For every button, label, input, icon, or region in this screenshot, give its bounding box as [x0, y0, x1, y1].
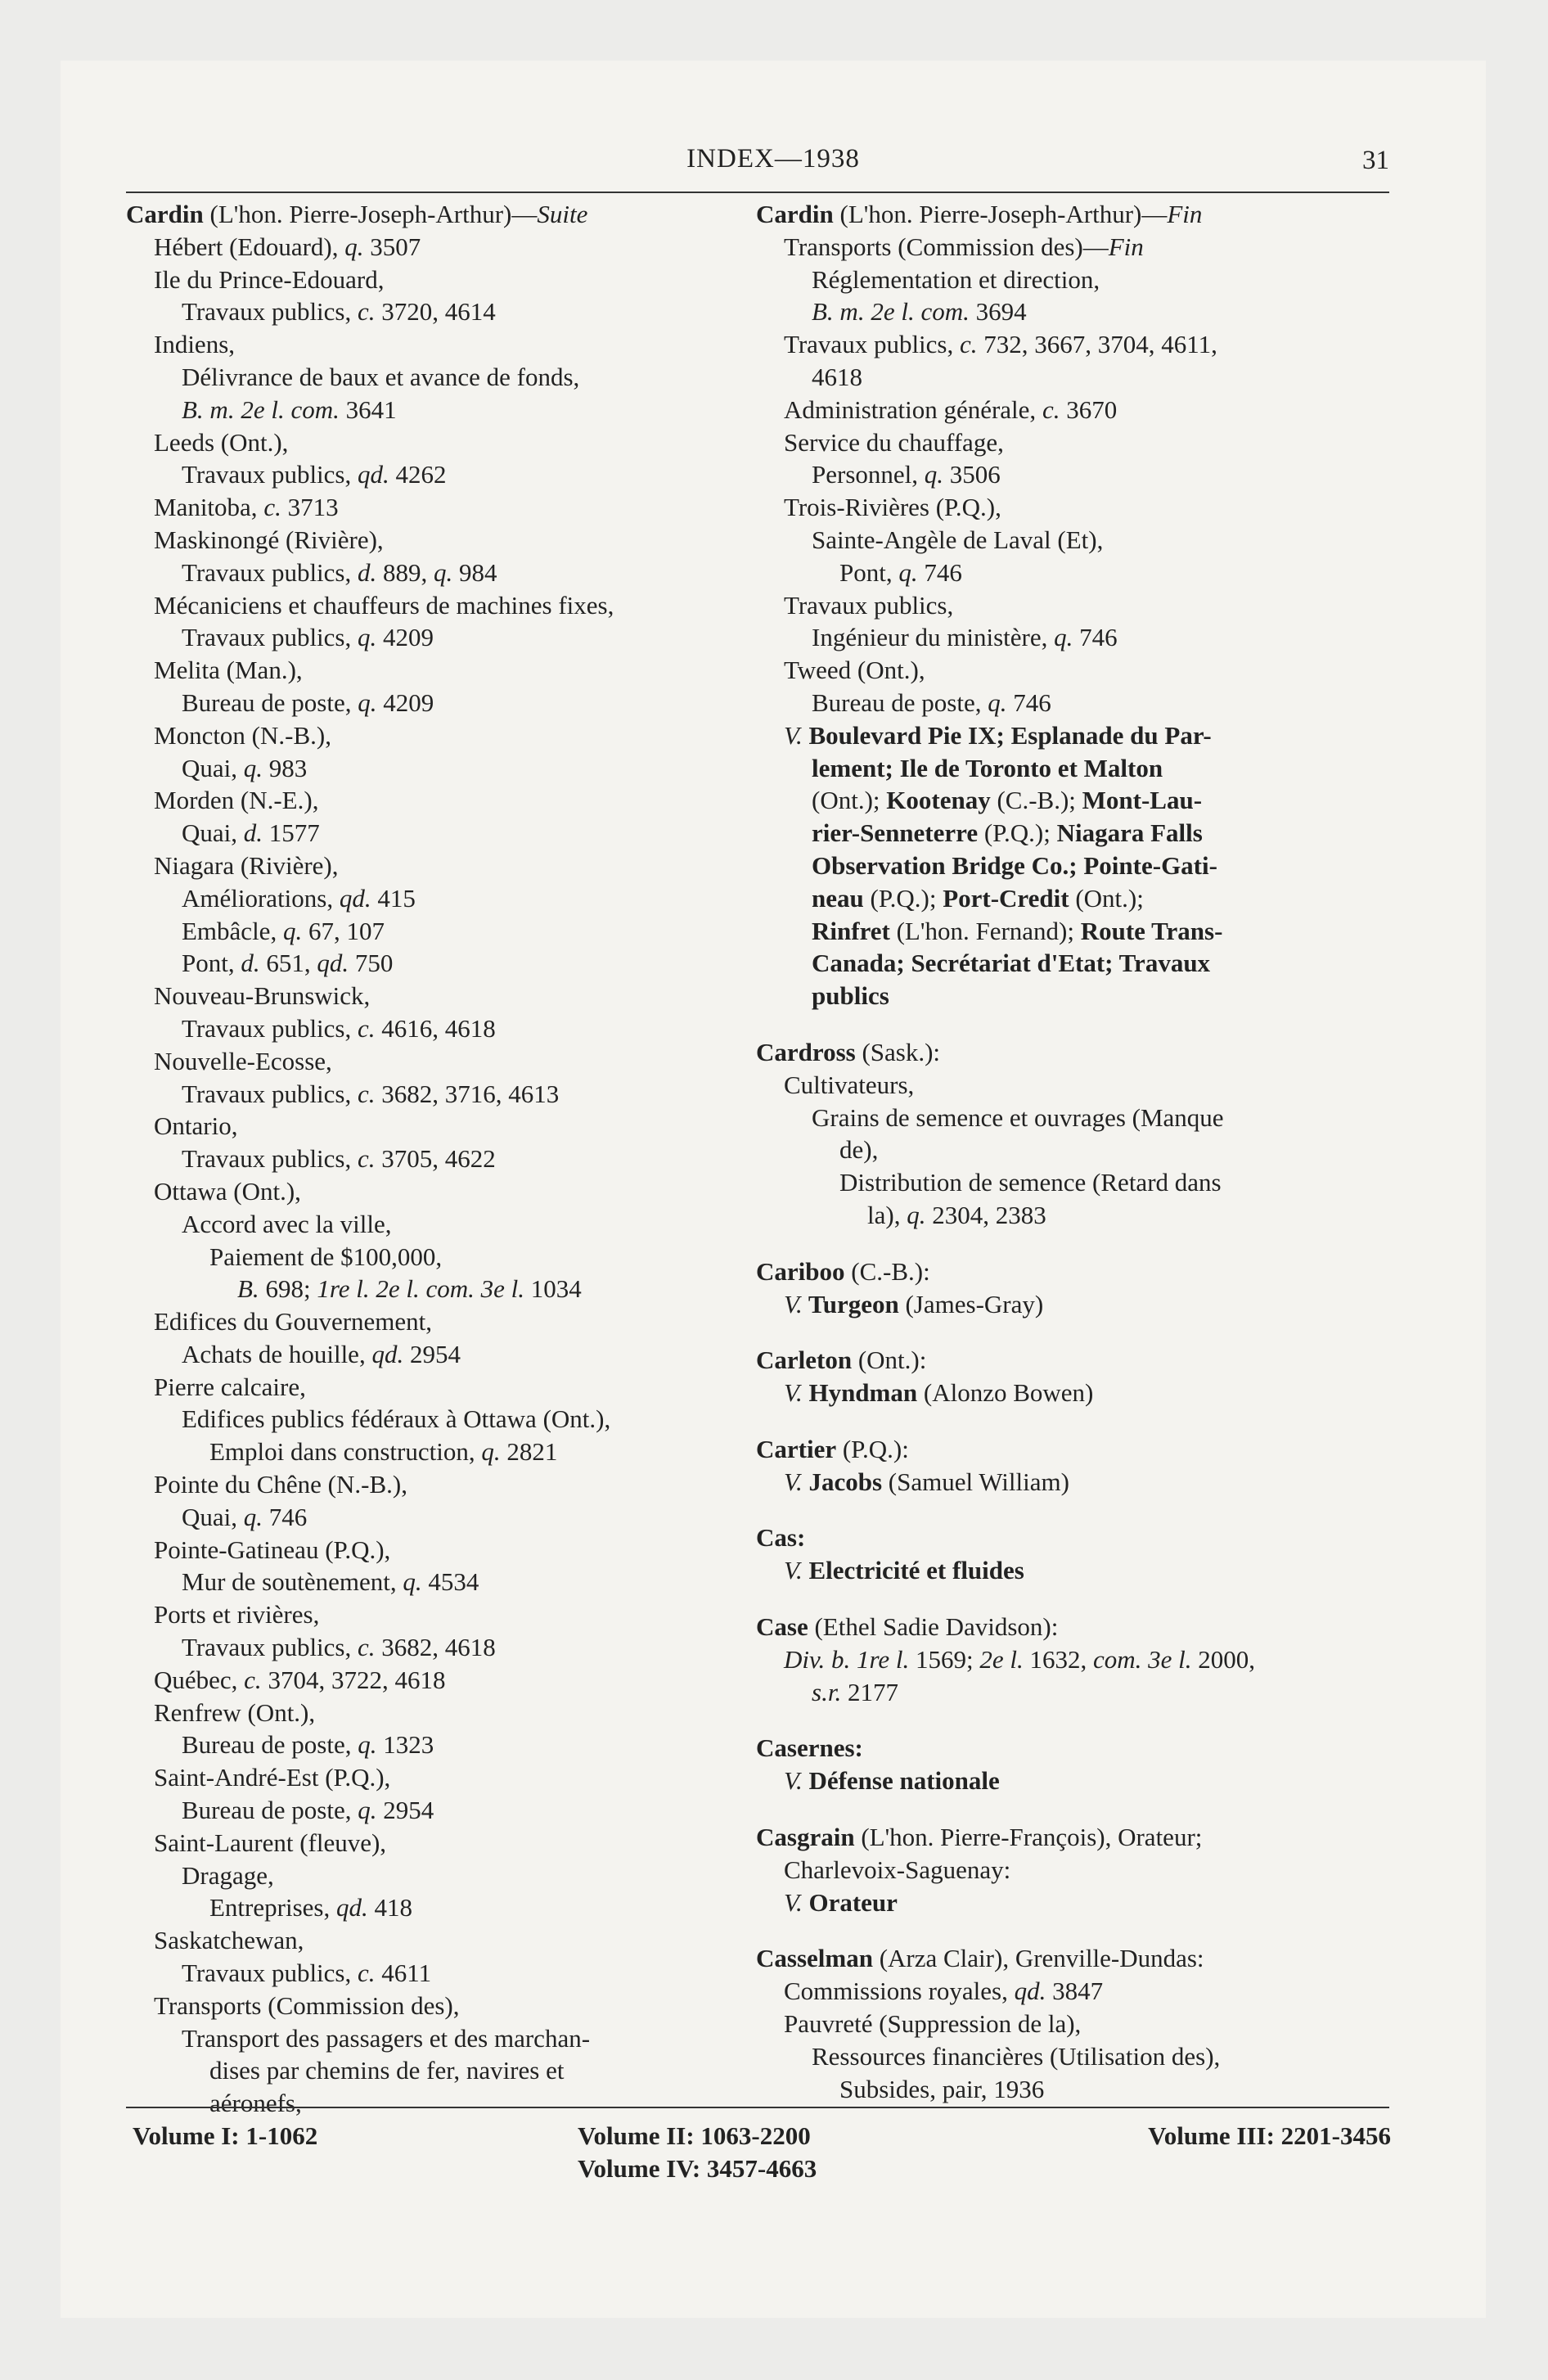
entry-gap [756, 1232, 1419, 1255]
sub-entry: Bureau de poste, q. 4209 [182, 687, 434, 717]
sub-entry: Travaux publics, q. 4209 [182, 623, 434, 652]
cross-reference: V. Jacobs (Samuel William) [784, 1467, 1069, 1496]
sub-entry: Nouveau-Brunswick, [154, 981, 371, 1011]
entry-gap [756, 1708, 1419, 1732]
sub-entry: Tweed (Ont.), [784, 656, 925, 685]
volume-range-4: Volume IV: 3457-4663 [578, 2154, 817, 2183]
cross-reference: neau (P.Q.); Port-Credit (Ont.); [812, 883, 1144, 913]
sub-entry: Travaux publics, c. 3682, 4618 [182, 1633, 496, 1662]
sub-entry: Bureau de poste, q. 1323 [182, 1730, 434, 1760]
entry-gap [756, 1498, 1419, 1521]
sub-entry: Saint-André-Est (P.Q.), [154, 1763, 391, 1792]
sub-entry: Manitoba, c. 3713 [154, 493, 339, 522]
volume-range-2: Volume II: 1063-2200 [578, 2121, 811, 2150]
sub-entry: Pointe du Chêne (N.-B.), [154, 1470, 407, 1499]
sub-entry: Sainte-Angèle de Laval (Et), [812, 525, 1104, 554]
sub-entry: de), [839, 1135, 879, 1165]
sub-entry: Améliorations, qd. 415 [182, 883, 416, 913]
sub-entry: Saint-Laurent (fleuve), [154, 1828, 387, 1857]
sub-entry: Bureau de poste, q. 2954 [182, 1796, 434, 1825]
sub-entry: Niagara (Rivière), [154, 850, 339, 880]
sub-entry: Trois-Rivières (P.Q.), [784, 493, 1001, 522]
sub-entry: Transports (Commission des), [154, 1990, 460, 2020]
volume-range-3: Volume III: 2201-3456 [1148, 2121, 1391, 2150]
index-entry: Cartier (P.Q.): [756, 1434, 909, 1463]
cross-reference: V. Défense nationale [784, 1766, 1000, 1796]
sub-entry: Entreprises, qd. 418 [209, 1893, 412, 1922]
sub-entry: aéronefs, [209, 2089, 302, 2118]
cross-reference: V. Hyndman (Alonzo Bowen) [784, 1378, 1094, 1408]
sub-entry: Bureau de poste, q. 746 [812, 687, 1051, 717]
sub-entry: Ports et rivières, [154, 1600, 320, 1629]
index-entry: Casselman (Arza Clair), Grenville-Dundas: [756, 1944, 1204, 1973]
sub-entry: Charlevoix-Saguenay: [784, 1855, 1011, 1884]
sub-entry: Travaux publics, c. 3705, 4622 [182, 1144, 496, 1174]
sub-entry: Mécaniciens et chauffeurs de machines fixes, [154, 590, 614, 620]
index-entry: Cardin (L'hon. Pierre-Joseph-Arthur)—Suite [126, 200, 588, 228]
sub-entry: Pauvreté (Suppression de la), [784, 2009, 1082, 2039]
page-title: INDEX—1938 [686, 144, 860, 174]
sub-entry: Paiement de $100,000, [209, 1242, 443, 1271]
sub-entry: Indiens, [154, 330, 236, 359]
sub-entry: Personnel, q. 3506 [812, 460, 1001, 489]
sub-entry: Emploi dans construction, q. 2821 [209, 1437, 558, 1467]
sub-entry: Nouvelle-Ecosse, [154, 1046, 332, 1075]
index-entry: Carleton (Ont.): [756, 1346, 927, 1375]
volume-range-2-4 [578, 2120, 817, 2185]
sub-entry: B. m. 2e l. com. 3694 [812, 297, 1027, 327]
cross-reference: Canada; Secrétariat d'Etat; Travaux [812, 949, 1211, 978]
page-header [61, 144, 1486, 185]
sub-entry: Ottawa (Ont.), [154, 1176, 301, 1206]
sub-entry: Morden (N.-E.), [154, 786, 319, 815]
sub-entry: Moncton (N.-B.), [154, 720, 331, 750]
sub-entry: Edifices publics fédéraux à Ottawa (Ont.), [182, 1404, 611, 1434]
sub-entry: Travaux publics, qd. 4262 [182, 460, 447, 489]
left-column [126, 198, 805, 2120]
sub-entry: Commissions royales, qd. 3847 [784, 1977, 1104, 2006]
sub-entry: s.r. 2177 [812, 1677, 898, 1706]
cross-reference: V. Orateur [784, 1887, 898, 1917]
sub-entry: Délivrance de baux et avance de fonds, [182, 362, 580, 391]
sub-entry: Div. b. 1re l. 1569; 2e l. 1632, com. 3e l. 2000, [784, 1644, 1256, 1674]
sub-entry: B. m. 2e l. com. 3641 [182, 394, 397, 424]
sub-entry: Hébert (Edouard), q. 3507 [154, 232, 421, 261]
sub-entry: Quai, d. 1577 [182, 818, 320, 848]
volume-range-1: Volume I: 1-1062 [133, 2121, 318, 2150]
entry-gap [756, 1409, 1419, 1433]
sub-entry: Ile du Prince-Edouard, [154, 264, 385, 294]
sub-entry: Achats de houille, qd. 2954 [182, 1339, 461, 1368]
index-entry: Case (Ethel Sadie Davidson): [756, 1612, 1059, 1642]
footer-rule [126, 2107, 1389, 2108]
sub-entry: Pont, q. 746 [839, 557, 962, 587]
cross-reference: Observation Bridge Co.; Pointe-Gati- [812, 850, 1217, 880]
sub-entry: Quai, q. 746 [182, 1502, 308, 1531]
index-entry: Cardin (L'hon. Pierre-Joseph-Arthur)—Fin [756, 200, 1203, 228]
sub-entry: Travaux publics, c. 4616, 4618 [182, 1013, 496, 1043]
page-number: 31 [1362, 146, 1389, 175]
entry-gap [756, 1797, 1419, 1821]
cross-reference: (Ont.); Kootenay (C.-B.); Mont-Lau- [812, 786, 1203, 815]
sub-entry: Québec, c. 3704, 3722, 4618 [154, 1665, 446, 1694]
sub-entry: dises par chemins de fer, navires et [209, 2056, 565, 2085]
sub-entry: Ressources financières (Utilisation des), [812, 2041, 1221, 2071]
sub-entry: Distribution de semence (Retard dans [839, 1168, 1222, 1197]
sub-entry: Grains de semence et ouvrages (Manque [812, 1102, 1224, 1132]
sub-entry: Edifices du Gouvernement, [154, 1307, 433, 1336]
cross-reference: Rinfret (L'hon. Fernand); Route Trans- [812, 916, 1223, 945]
cross-reference: V. Turgeon (James-Gray) [784, 1289, 1044, 1318]
sub-entry: B. 698; 1re l. 2e l. com. 3e l. 1034 [237, 1274, 582, 1304]
cross-reference: publics [812, 981, 889, 1011]
index-page [61, 61, 1486, 2318]
index-entry: Cas: [756, 1523, 806, 1553]
sub-entry: Quai, q. 983 [182, 753, 308, 782]
cross-reference: V. Electricité et fluides [784, 1556, 1024, 1585]
index-entry: Casernes: [756, 1733, 863, 1763]
index-entry: Casgrain (L'hon. Pierre-François), Orateur; [756, 1823, 1203, 1852]
sub-entry: 4618 [812, 362, 862, 391]
cross-reference: rier-Senneterre (P.Q.); Niagara Falls [812, 818, 1203, 848]
sub-entry: Cultivateurs, [784, 1070, 915, 1099]
sub-entry: Melita (Man.), [154, 656, 303, 685]
sub-entry: Accord avec la ville, [182, 1209, 392, 1238]
sub-entry: Mur de soutènement, q. 4534 [182, 1567, 479, 1597]
index-entry: Cardross (Sask.): [756, 1037, 941, 1066]
sub-entry: Embâcle, q. 67, 107 [182, 916, 385, 945]
sub-entry: Travaux publics, c. 3682, 3716, 4613 [182, 1079, 560, 1108]
header-rule [126, 192, 1389, 193]
sub-entry: Travaux publics, c. 3720, 4614 [182, 297, 496, 327]
sub-entry: la), q. 2304, 2383 [867, 1200, 1046, 1229]
sub-entry: Réglementation et direction, [812, 264, 1100, 294]
index-entry: Cariboo (C.-B.): [756, 1256, 930, 1286]
sub-entry: Pointe-Gatineau (P.Q.), [154, 1535, 391, 1564]
sub-entry: Saskatchewan, [154, 1926, 304, 1955]
entry-gap [756, 1918, 1419, 1942]
sub-entry: Administration générale, c. 3670 [784, 394, 1118, 424]
sub-entry: Transport des passagers et des marchan- [182, 2023, 591, 2053]
sub-entry: Pierre calcaire, [154, 1372, 306, 1401]
sub-entry: Travaux publics, c. 4611 [182, 1959, 432, 1988]
entry-gap [756, 1587, 1419, 1611]
sub-entry: Ingénieur du ministère, q. 746 [812, 623, 1118, 652]
entry-gap [756, 1320, 1419, 1344]
sub-entry: Transports (Commission des)—Fin [784, 232, 1144, 261]
cross-reference: lement; Ile de Toronto et Malton [812, 753, 1163, 782]
sub-entry: Ontario, [154, 1111, 238, 1141]
cross-reference: V. Boulevard Pie IX; Esplanade du Par- [784, 720, 1212, 750]
sub-entry: Travaux publics, [784, 590, 954, 620]
sub-entry: Service du chauffage, [784, 427, 1004, 457]
sub-entry: Leeds (Ont.), [154, 427, 289, 457]
sub-entry: Travaux publics, d. 889, q. 984 [182, 557, 497, 587]
sub-entry: Travaux publics, c. 732, 3667, 3704, 4611, [784, 330, 1217, 359]
sub-entry: Maskinongé (Rivière), [154, 525, 384, 554]
sub-entry: Subsides, pair, 1936 [839, 2074, 1045, 2103]
entry-gap [756, 1012, 1419, 1036]
sub-entry: Dragage, [182, 1860, 274, 1890]
sub-entry: Pont, d. 651, qd. 750 [182, 949, 394, 978]
sub-entry: Renfrew (Ont.), [154, 1697, 316, 1727]
right-column [756, 198, 1419, 2105]
